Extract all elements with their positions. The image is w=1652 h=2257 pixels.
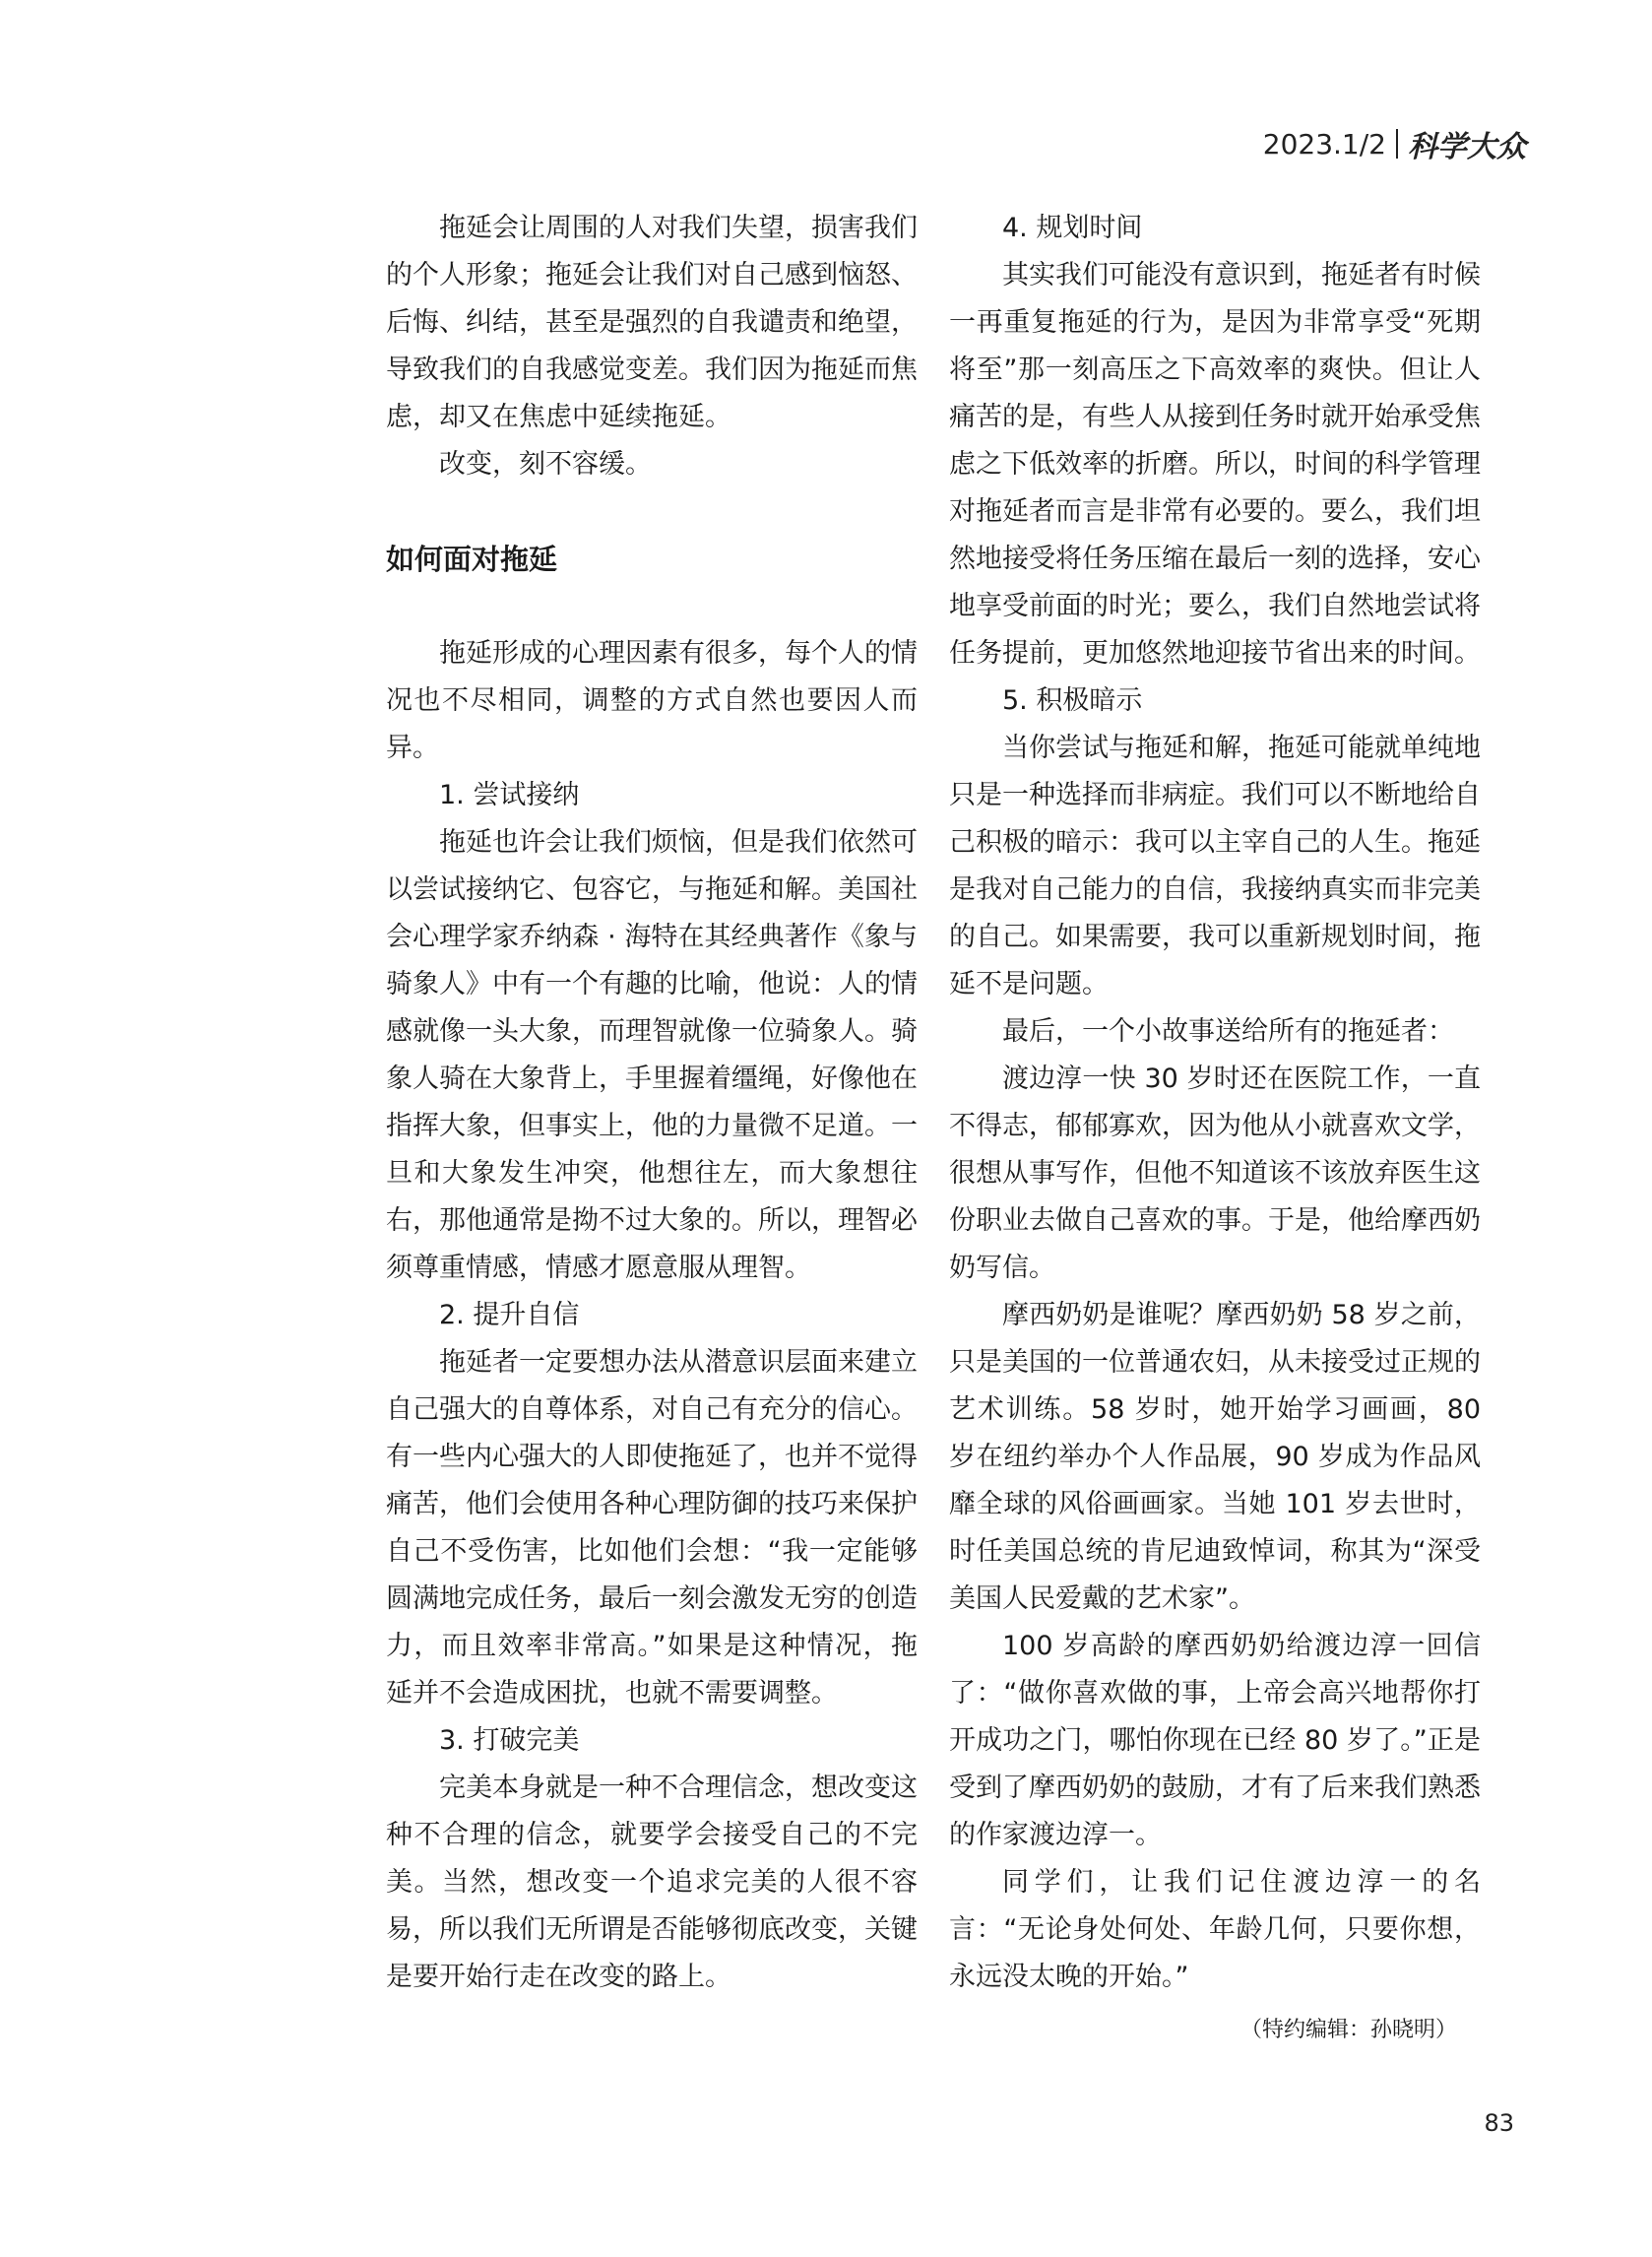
paragraph: 拖延者一定要想办法从潜意识层面来建立自己强大的自尊体系，对自己有充分的信心。有一些内心强大的人即使拖延了，也并不觉得痛苦，他们会使用各种心理防御的技巧来保护自己不受伤害，比如他们会想：“我一定能够圆满地完成任务，最后一刻会激发无穷的创造力，而且效率非常高。”如果是这种情况，拖延并不会造成困扰，也就不需要调整。 <box>386 1347 918 1709</box>
paragraph: 拖延也许会让我们烦恼，但是我们依然可以尝试接纳它、包容它，与拖延和解。美国社会心理学家乔纳森 · 海特在其经典著作《象与骑象人》中有一个有趣的比喻，他说：人的情感就像一头大象，而理智就像一位骑象人。骑象人骑在大象背上，手里握着缰绳，好像他在指挥大象，但事实上，他的力量微不足道。一旦和大象发生冲突，他想往左，而大象想往右，那他通常是拗不过大象的。所以，理智必须尊重情感，情感才愿意服从理智。 <box>386 827 918 1283</box>
subheading: 3. 打破完美 <box>439 1725 580 1756</box>
paragraph: 渡边淳一快 30 岁时还在医院工作，一直不得志，郁郁寡欢，因为他从小就喜欢文学，很想从事写作，但他不知道该不该放弃医生这份职业去做自己喜欢的事。于是，他给摩西奶奶写信。 <box>949 1064 1481 1283</box>
right-column <box>949 205 1481 2054</box>
paragraph: 当你尝试与拖延和解，拖延可能就单纯地只是一种选择而非病症。我们可以不断地给自己积极的暗示：我可以主宰自己的人生。拖延是我对自己能力的自信，我接纳真实而非完美的自己。如果需要，我可以重新规划时间，拖延不是问题。 <box>949 733 1481 1000</box>
paragraph: 摩西奶奶是谁呢？摩西奶奶 58 岁之前，只是美国的一位普通农妇，从未接受过正规的艺术训练。58 岁时，她开始学习画画，80 岁在纽约举办个人作品展，90 岁成为作品风靡全球的风俗画画家。当她 101 岁去世时，时任美国总统的肯尼迪致悼词，称其为“深受美国人民爱戴的艺术家”。 <box>949 1300 1481 1614</box>
editor-credit: （特约编辑：孙晓明） <box>1239 2018 1457 2042</box>
spacer <box>386 488 918 536</box>
paragraph: 拖延形成的心理因素有很多，每个人的情况也不尽相同，调整的方式自然也要因人而异。 <box>386 638 918 763</box>
paragraph: 拖延会让周围的人对我们失望，损害我们的个人形象；拖延会让我们对自己感到恼怒、后悔、纠结，甚至是强烈的自我谴责和绝望，导致我们的自我感觉变差。我们因为拖延而焦虑，却又在焦虑中延续拖延。 <box>386 213 918 432</box>
subheading: 1. 尝试接纳 <box>439 780 580 810</box>
paragraph: 100 岁高龄的摩西奶奶给渡边淳一回信了：“做你喜欢做的事，上帝会高兴地帮你打开成功之门，哪怕你现在已经 80 岁了。”正是受到了摩西奶奶的鼓励，才有了后来我们熟悉的作家渡边淳一。 <box>949 1631 1481 1850</box>
paragraph: 完美本身就是一种不合理信念，想改变这种不合理的信念，就要学会接受自己的不完美。当然，想改变一个追求完美的人很不容易，所以我们无所谓是否能够彻底改变，关键是要开始行走在改变的路上。 <box>386 1773 918 1992</box>
header-divider <box>1396 129 1398 159</box>
paragraph: 最后，一个小故事送给所有的拖延者： <box>1002 1016 1454 1047</box>
section-heading: 如何面对拖延 <box>386 543 558 576</box>
paragraph: 改变，刻不容缓。 <box>439 449 652 480</box>
page-number: 83 <box>1484 2109 1514 2137</box>
subheading: 5. 积极暗示 <box>1002 685 1143 716</box>
spacer <box>386 583 918 630</box>
subheading: 2. 提升自信 <box>439 1300 580 1330</box>
magazine-logo: 科学大众 <box>1408 130 1526 164</box>
paragraph: 其实我们可能没有意识到，拖延者有时候一再重复拖延的行为，是因为非常享受“死期将至”那一刻高压之下高效率的爽快。但让人痛苦的是，有些人从接到任务时就开始承受焦虑之下低效率的折磨。所以，时间的科学管理对拖延者而言是非常有必要的。要么，我们坦然地接受将任务压缩在最后一刻的选择，安心地享受前面的时光；要么，我们自然地尝试将任务提前，更加悠然地迎接节省出来的时间。 <box>949 260 1481 669</box>
issue-date: 2023.1/2 <box>1262 127 1386 161</box>
page-header <box>1263 122 1526 165</box>
left-column <box>386 205 918 2001</box>
subheading: 4. 规划时间 <box>1002 213 1143 243</box>
paragraph: 同学们，让我们记住渡边淳一的名言：“无论身处何处、年龄几何，只要你想，永远没太晚的开始。” <box>949 1867 1481 1992</box>
